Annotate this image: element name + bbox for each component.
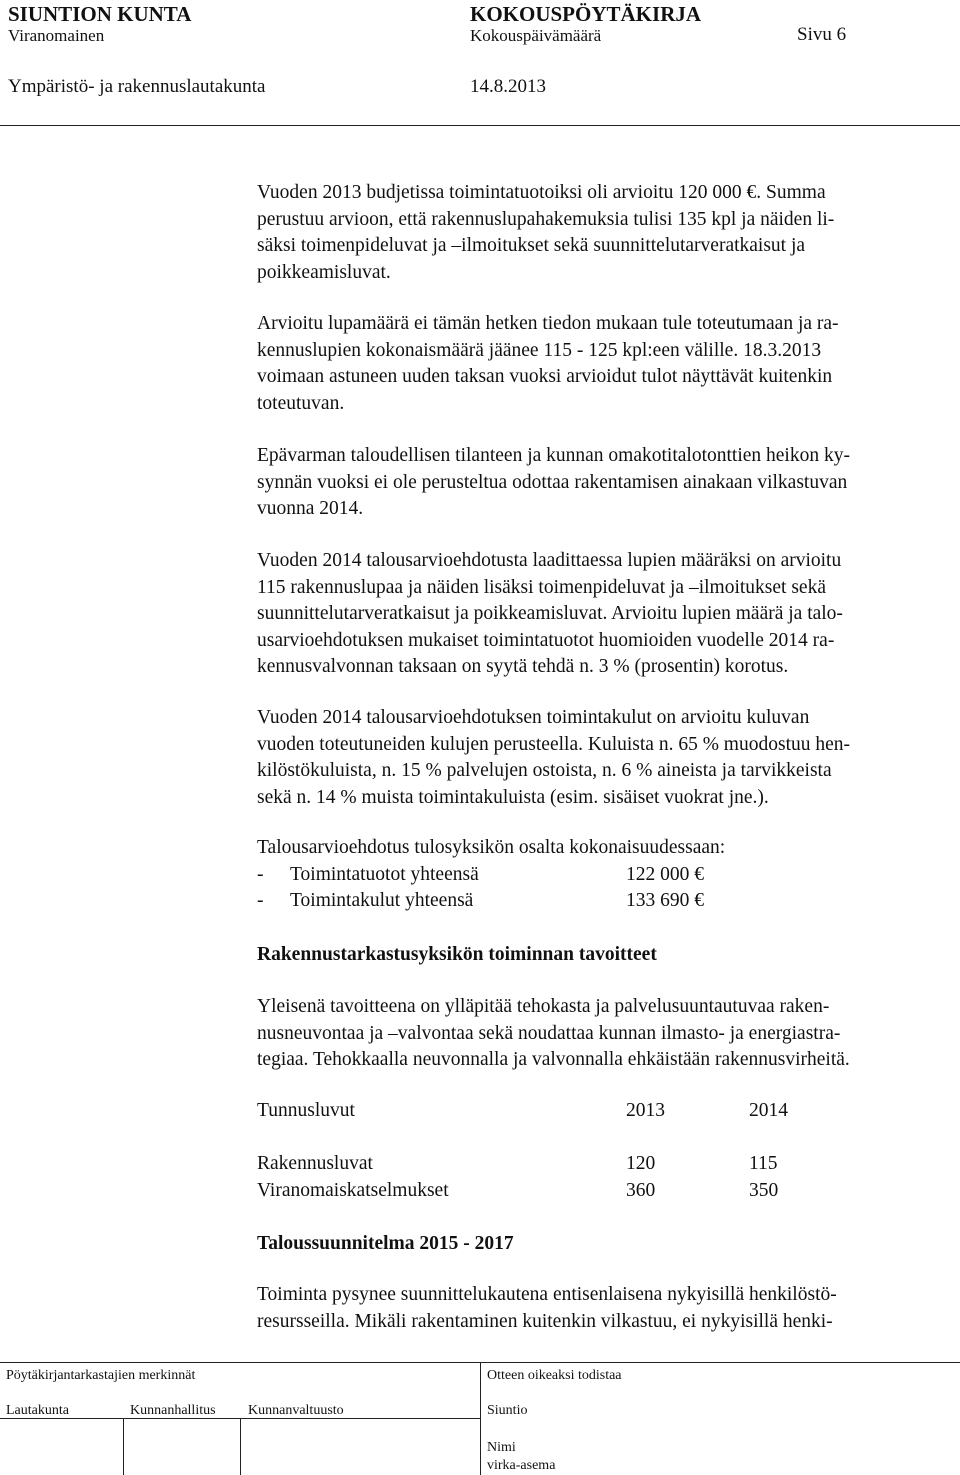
- footer-place-label: Siuntio: [487, 1403, 528, 1418]
- paragraph-permit-estimate: [257, 311, 937, 417]
- plan-heading: Taloussuunnitelma 2015 - 2017: [257, 1233, 514, 1254]
- budget-item-label: Toimintakulut yhteensä: [290, 890, 474, 911]
- page-number: Sivu 6: [797, 24, 847, 45]
- footer: [0, 1362, 960, 1475]
- text-line: voimaan astuneen uuden taksan vuoksi arvioidut tulot näyttävät kuitenkin: [257, 366, 833, 387]
- kpi-row-label: Viranomaiskatselmukset: [257, 1180, 449, 1201]
- text-line: kennuslupien kokonaismäärä jäänee 115 - 125 kpl:een välille. 18.3.2013: [257, 339, 822, 361]
- footer-body-kunnanhallitus: Kunnanhallitus: [130, 1403, 216, 1418]
- budget-item-amount: 133 690 €: [626, 890, 704, 911]
- paragraph-budget-2014: [257, 548, 937, 681]
- text-line: Toiminta pysynee suunnittelukautena entisenlaisena nykyisillä henkilöstö-: [257, 1284, 837, 1305]
- kpi-row-label: Rakennusluvat: [257, 1153, 373, 1174]
- municipality-name: SIUNTION KUNTA: [8, 2, 192, 26]
- authority-name: Ympäristö- ja rakennuslautakunta: [8, 76, 266, 97]
- text-line: perustuu arvioon, että rakennuslupahakemuksia tulisi 135 kpl ja näiden li-: [257, 208, 835, 230]
- meeting-date-label: Kokouspäivämäärä: [470, 26, 602, 45]
- text-line: säksi toimenpideluvat ja –ilmoitukset sekä suunnittelutarveratkaisut ja: [257, 235, 806, 256]
- footer-col-divider: [240, 1418, 241, 1475]
- paragraph-budget-2013: [257, 180, 937, 286]
- footer-body-lautakunta: Lautakunta: [6, 1403, 69, 1418]
- text-line: tegiaa. Tehokkaalla neuvonnalla ja valvonnalla ehkäistään rakennusvirheitä.: [257, 1049, 850, 1070]
- header-divider: [0, 125, 960, 126]
- text-line: vuoden toteutuneiden kulujen perusteella. Kuluista n. 65 % muodostuu hen-: [257, 733, 851, 755]
- text-line: vuonna 2014.: [257, 498, 364, 519]
- footer-col-divider: [123, 1418, 124, 1475]
- goals-heading: Rakennustarkastusyksikön toiminnan tavoitteet: [257, 944, 657, 965]
- kpi-header-label: Tunnusluvut: [257, 1100, 355, 1121]
- paragraph-goals: [257, 994, 937, 1074]
- footer-true-copy-label: Otteen oikeaksi todistaa: [487, 1368, 622, 1383]
- authority-label: Viranomainen: [8, 26, 105, 45]
- text-line: resursseilla. Mikäli rakentaminen kuitenkin vilkastuu, ei nykyisillä henki-: [257, 1310, 833, 1332]
- footer-body-kunnanvaltuusto: Kunnanvaltuusto: [248, 1403, 344, 1418]
- budget-item-dash: -: [257, 890, 264, 911]
- text-line: kennusvalvonnan taksaan on syytä tehdä n. 3 % (prosentin) korotus.: [257, 656, 789, 677]
- text-line: usarvioehdotuksen mukaiset toimintatuotot huomioiden vuodelle 2014 ra-: [257, 629, 835, 651]
- text-line: sekä n. 14 % muista toimintakuluista (esim. sisäiset vuokrat jne.).: [257, 786, 769, 808]
- kpi-header-year-2013: 2013: [626, 1100, 665, 1121]
- paragraph-economic-situation: [257, 443, 937, 523]
- document-type: KOKOUSPÖYTÄKIRJA: [470, 2, 702, 26]
- meeting-date: 14.8.2013: [470, 76, 546, 97]
- text-line: suunnittelutarveratkaisut ja poikkeamisluvat. Arvioitu lupien määrä ja talo-: [257, 603, 843, 624]
- footer-markings-label: Pöytäkirjantarkastajien merkinnät: [6, 1368, 196, 1383]
- text-line: Epävarman taloudellisen tilanteen ja kunnan omakotitalotonttien heikon ky-: [257, 445, 850, 466]
- text-line: nusneuvontaa ja –valvontaa sekä noudattaa kunnan ilmasto- ja energiastra-: [257, 1022, 841, 1044]
- text-line: 115 rakennuslupaa ja näiden lisäksi toimenpideluvat ja –ilmoitukset sekä: [257, 576, 826, 598]
- footer-name-label: Nimi: [487, 1440, 516, 1455]
- budget-intro: Talousarvioehdotus tulosyksikön osalta kokonaisuudessaan:: [257, 837, 726, 858]
- text-line: poikkeamisluvat.: [257, 261, 391, 283]
- paragraph-plan: [257, 1282, 937, 1335]
- text-line: Arvioitu lupamäärä ei tämän hetken tiedon mukaan tule toteutumaan ja ra-: [257, 313, 839, 334]
- text-line: Vuoden 2014 talousarvioehdotusta laadittaessa lupien määräksi on arvioitu: [257, 550, 842, 571]
- text-line: synnän vuoksi ei ole perusteltua odottaa rakentamisen ainakaan vilkastuvan: [257, 471, 848, 493]
- kpi-header-year-2014: 2014: [749, 1100, 788, 1121]
- kpi-row-value-2014: 115: [749, 1153, 778, 1174]
- kpi-row-value-2013: 360: [626, 1180, 656, 1201]
- paragraph-operating-costs: [257, 705, 937, 811]
- text-line: kilöstökuluista, n. 15 % palvelujen ostoista, n. 6 % aineista ja tarvikkeista: [257, 760, 832, 781]
- text-line: Vuoden 2014 talousarvioehdotuksen toimintakulut on arvioitu kuluvan: [257, 707, 810, 728]
- budget-item-dash: -: [257, 864, 264, 885]
- footer-title-label: virka-asema: [487, 1458, 556, 1473]
- text-line: Yleisenä tavoitteena on ylläpitää tehokasta ja palvelusuuntautuvaa raken-: [257, 996, 830, 1017]
- text-line: toteutuvan.: [257, 392, 345, 414]
- text-line: Vuoden 2013 budjetissa toimintatuotoiksi oli arvioitu 120 000 €. Summa: [257, 182, 826, 203]
- budget-item-amount: 122 000 €: [626, 864, 704, 885]
- footer-center-divider: [480, 1362, 481, 1475]
- kpi-row-value-2013: 120: [626, 1153, 656, 1174]
- budget-item-label: Toimintatuotot yhteensä: [290, 864, 479, 885]
- kpi-row-value-2014: 350: [749, 1180, 779, 1201]
